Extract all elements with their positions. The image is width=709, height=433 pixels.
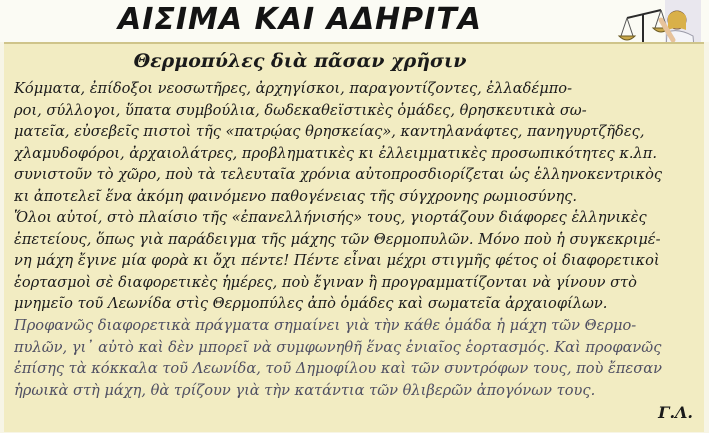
text-line: συνιστοῦν τὸ χῶρο, ποὺ τὰ τελευταῖα χρόνια αὐτοπροσδιορίζεται ὡς ἑλληνοκεντρικὸς [14, 166, 663, 183]
text-line: ἐπετείους, ὅπως γιὰ παράδειγμα τῆς μάχης τῶν Θερμοπυλῶν. Μόνο ποὺ ἡ συγκεκριμέ- [14, 230, 661, 248]
text-line: πυλῶν, γι᾽ αὐτὸ καὶ δὲν μπορεῖ νὰ συμφωνηθῆ ἕνας ἐνιαῖος ἑορτασμός. Καὶ προφανῶς [14, 338, 662, 356]
text-line: χλαμυδοφόροι, ἀρχαιολάτρες, προβληματικὲς κι ἐλλειμματικὲς προσωπικότητες κ.λπ. [14, 144, 658, 162]
text-line: κι ἀποτελεῖ ἕνα ἀκόμη φαινόμενο παθογένειας τῆς σύγχρονης ρωμιοσύνης. [14, 187, 578, 205]
text-line: ροι, σύλλογοι, ὕπατα συμβούλια, δωδεκαθεϊστικὲς ὁμάδες, θρησκευτικὰ σω- [14, 101, 587, 119]
article-subtitle: Θερμοπύλες διὰ πᾶσαν χρῆσιν [133, 50, 467, 72]
text-line: ἐπίσης τὰ κόκκαλα τοῦ Λεωνίδα, τοῦ Δημοφίλου καὶ τῶν συντρόφων τους, ποὺ ἔπεσαν [14, 360, 662, 377]
text-line: ἡρωικὰ στὴ μάχη, θὰ τρίζουν γιὰ τὴν κατάντια τῶν θλιβερῶν ἀπογόνων τους. [14, 381, 596, 399]
text-line: μνημεῖο τοῦ Λεωνίδα στὶς Θερμοπύλες ἀπὸ ὁμάδες καὶ σωματεῖα ἀρχαιοφίλων. [14, 295, 608, 312]
paragraph-3 [14, 315, 704, 401]
paragraph-2 [14, 207, 704, 315]
text-line: ἑορτασμοὶ σὲ διαφορετικὲς ἡμέρες, ποὺ ἔγιναν ἢ προγραμματίζονται νὰ γίνουν στὸ [14, 273, 637, 291]
text-line: Προφανῶς διαφορετικὰ πράγματα σημαίνει γιὰ τὴν κάθε ὁμάδα ἡ μάχη τῶν Θερμο- [14, 317, 637, 334]
text-line: Ὅλοι αὐτοί, στὸ πλαίσιο τῆς «ἐπανελλήνισής» τους, γιορτάζουν διάφορες ἑλληνικὲς [14, 209, 647, 226]
paragraph-1 [14, 78, 704, 207]
column-header [0, 0, 709, 42]
text-line: νη μάχη ἔγινε μία φορὰ κι ὄχι πέντε! Πέντε εἶναι μέχρι στιγμῆς φέτος οἱ διαφορετικοὶ [14, 252, 660, 269]
text-line: Κόμματα, ἐπίδοξοι νεοσωτῆρες, ἀρχηγίσκοι, παραγοντίζοντες, ἐλλαδέμπο- [14, 80, 573, 97]
text-line: ματεῖα, εὐσεβεῖς πιστοὶ τῆς «πατρῴας θρησκείας», καντηλανάφτες, πανηγυρτζῆδες, [14, 123, 645, 140]
column-title: ΑΙΣΙΜΑ ΚΑΙ ΑΔΗΡΙΤΑ [118, 2, 482, 37]
author-signature: Γ.Λ. [658, 403, 693, 422]
